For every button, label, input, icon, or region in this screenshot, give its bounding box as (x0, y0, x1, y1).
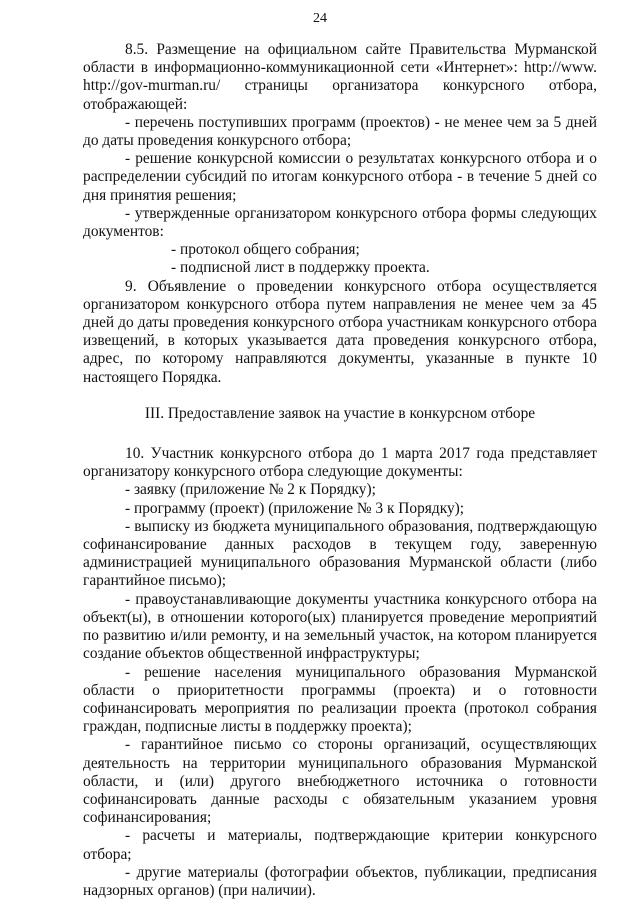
paragraph: 10. Участник конкурсного отбора до 1 марта 2017 года представляет организатору конкурсного отбора следующие документы: (83, 445, 597, 481)
paragraph: 9. Объявление о проведении конкурсного отбора осуществляется организатором конкурсного отбора путем направления не менее чем за 45 дней до даты проведения конкурсного отбора участникам конкурсного отбора извещений, в которых указывается дата проведения конкурсного отбора, адрес, по которому направляются документы, указанные в пункте 10 настоящего Порядка. (83, 277, 597, 386)
paragraph: - расчеты и материалы, подтверждающие критерии конкурсного отбора; (83, 827, 597, 863)
section-heading: III. Предоставление заявок на участие в конкурсном отборе (144, 404, 536, 422)
paragraph: - утвержденные организатором конкурсного отбора формы следующих документов: (83, 204, 597, 241)
paragraph: - решение населения муниципального образования Мурманской области о приоритетности программы (проекта) и о готовности софинансировать мероприятия по реализации проекта (протокол собрания граждан, подписные листы в поддержку проекта); (83, 663, 597, 736)
paragraph: - гарантийное письмо со стороны организаций, осуществляющих деятельность на территории муниципального образования Мурманской области, и (или) другого внебюджетного источника о готовности софинансировать данные расходы с обязательным указанием уровня софинансирования; (83, 736, 597, 827)
section-2-continuation (83, 41, 597, 387)
paragraph: - выписку из бюджета муниципального образования, подтверждающую софинансирование данных расходов в текущем году, заверенную администрацией муниципального образования Мурманской области (либо гарантийное письмо); (83, 517, 597, 590)
paragraph: - правоустанавливающие документы участника конкурсного отбора на объект(ы), в отношении которого(ых) планируется проведение мероприятий по развитию и/или ремонту, и на земельный участок, на котором планируется создание объектов общественной инфраструктуры; (83, 590, 597, 663)
paragraph: - протокол общего собрания; (171, 241, 360, 259)
paragraph: - решение конкурсной комиссии о результатах конкурсного отбора и о распределении субсидий по итогам конкурсного отбора - в течение 5 дней со дня принятия решения; (83, 150, 597, 204)
paragraph: - перечень поступивших программ (проектов) - не менее чем за 5 дней до даты проведения конкурсного отбора; (83, 113, 597, 150)
paragraph: - программу (проект) (приложение № 3 к Порядку); (125, 499, 465, 517)
page-content (83, 41, 597, 900)
page-number: 24 (313, 11, 327, 26)
section-3-body (83, 445, 597, 900)
paragraph: - заявку (приложение № 2 к Порядку); (125, 481, 376, 499)
paragraph: 8.5. Размещение на официальном сайте Правительства Мурманской области в информационно-коммуникационной сети «Интернет»: http://www. http://gov-murman.ru/ страницы организатора конкурсного отбора, отображающей: (83, 41, 597, 113)
paragraph: - подписной лист в поддержку проекта. (171, 259, 430, 277)
paragraph: - другие материалы (фотографии объектов, публикации, предписания надзорных органов) (при наличии). (83, 863, 597, 899)
